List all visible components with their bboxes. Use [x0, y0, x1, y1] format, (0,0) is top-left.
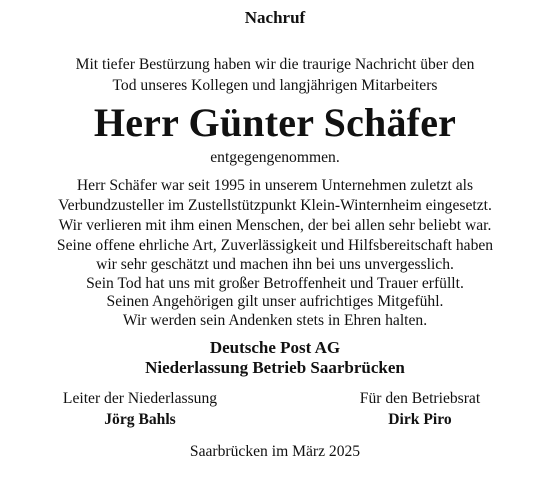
intro-line-2: Tod unseres Kollegen und langjährigen Mitarbeiters [112, 77, 438, 94]
tribute-line-3: Wir verlieren mit ihm einen Menschen, der bei allen sehr beliebt war. [58, 217, 492, 234]
tribute-line-1: Herr Schäfer war seit 1995 in unserem Unternehmen zuletzt als [76, 177, 474, 194]
received-line: entgegengenommen. [210, 149, 340, 166]
tribute-line-5: wir sehr geschätzt und machen ihn bei uns unvergesslich. [96, 256, 454, 273]
condolence-line-1: Seinen Angehörigen gilt unser aufrichtiges Mitgefühl. [106, 293, 444, 310]
signatory-right-name: Dirk Piro [388, 411, 452, 428]
notice-title: Nachruf [244, 8, 306, 27]
signatory-right [300, 390, 540, 429]
signatory-right-role: Für den Betriebsrat [359, 390, 481, 407]
tribute-line-6: Sein Tod hat uns mit großer Betroffenheit und Trauer erfüllt. [86, 275, 464, 292]
tribute-line-4: Seine offene ehrliche Art, Zuverlässigkeit und Hilfsbereitschaft haben [56, 237, 494, 254]
deceased-name: Herr Günter Schäfer [93, 100, 457, 145]
company-branch: Niederlassung Betrieb Saarbrücken [145, 358, 405, 377]
signatory-left [20, 390, 260, 429]
condolence-line-2: Wir werden sein Andenken stets in Ehren halten. [122, 312, 428, 329]
intro-line-1: Mit tiefer Bestürzung haben wir die traurige Nachricht über den [75, 56, 475, 73]
tribute-line-2: Verbundzusteller im Zustellstützpunkt Klein-Winternheim eingesetzt. [58, 197, 492, 214]
signatory-left-role: Leiter der Niederlassung [62, 390, 218, 407]
company-name: Deutsche Post AG [209, 338, 341, 357]
place-date: Saarbrücken im März 2025 [189, 443, 361, 460]
signatory-left-name: Jörg Bahls [104, 411, 176, 428]
